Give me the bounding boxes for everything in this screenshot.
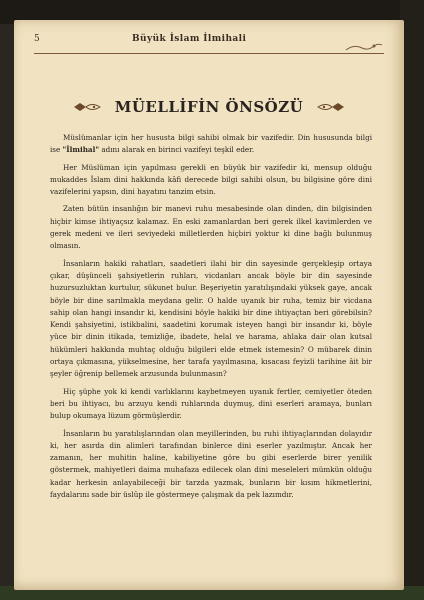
header-rule — [34, 53, 384, 54]
paragraph: İnsanların hakiki rahatları, saadetleri ilahi bir din sayesinde gerçekleşip ortaya çıkar, düşünceli şahsiyetlerin ruhları, vicdanları ancak böyle bir din sayesinde huzursuzluktan kurtulur, sükunet bulur. Beşeriyetin yaratılışındaki yüksek gaye, ancak böyle bir dine sarılmakla meydana gelir. O halde uyanık bir ruha, temiz bir vicdana sahip olan hangi insandır ki, kendisini böyle hakiki bir dine ihtiyaçtan beri görebilsin? Kendi şahsiyetini, istikbalini, saadetini korumak isteyen hangi bir insandır ki, böyle yüce bir dinin itikada, temizliğe, ibadete, helal ve harama, ahlaka dair olan kutsal hükümleri hakkında muhtaç olduğu bilgileri elde etmek istemesin? O mübarek dinin ortaya çıkmasına, yükselmesine, her tarafa yayılmasına, kısacası feyizli tarihine âit bir şeyler öğrenip bellemek arzusunda bulunmasın? — [50, 258, 372, 379]
page-header — [14, 34, 404, 52]
page-number: 5 — [34, 34, 40, 44]
ornament-right-icon — [316, 101, 346, 113]
paragraph: Zaten bütün insanlığın bir manevi ruhu mesabesinde olan dinden, din bilgisinden hiçbir kimse ihtiyaçsız kalamaz. En eski zamanlardan beri gerek ilkel kavimlerden ve gerek medeni ve ileri seviyedeki milletlerden hiçbiri yoktur ki dine bağlı bulunmuş olmasın. — [50, 204, 372, 251]
paragraph-text: Müslümanlar için her hususta bilgi sahibi olmak bir vazifedir. Din hususunda bilgi ise — [50, 133, 372, 155]
body-text — [50, 132, 372, 506]
paragraph: Her Müslüman için yapılması gerekli en büyük bir vazifedir ki, mensup olduğu mukaddes İslam dini hakkında kâfi derecede bilgi sahibi olsun, bu bilgisine göre dini vazifelerini yapsın, dini hayatını tanzim etsin. — [50, 162, 372, 197]
paragraph: Hiç şüphe yok ki kendi varlıklarını kaybetmeyen uyanık fertler, cemiyetler öteden beri bu ihtiyacı, bu arzuyu kendi ruhlarında duymuş, dini eserleri aramaya, bunları bulup okumaya lüzum görmüşlerdir. — [50, 386, 372, 421]
ornament-left-icon — [72, 101, 102, 113]
ilmihal-term: "İlmihal" — [62, 145, 100, 155]
paragraph: İnsanların bu yaratılışlarından olan meyillerinden, bu ruhi ihtiyaçlarından dolayıdır ki, her asırda din alimleri tarafından binlerce dini eserler yazılmıştır. Ancak her zamanın, her muhitin haline, kabiliyetine göre bu gibi eserlerde birer yenilik göstermek, mahiyetleri daima muhafaza edilecek olan dini meseleleri mümkün olduğu kadar herkesin anlayabileceği bir tarzda yazmak, bunların bir kısım hikmetlerini, faydalarını sade bir üslûp ile göstermeye çalışmak da pek lazımdır. — [50, 428, 372, 500]
paragraph — [50, 132, 372, 157]
running-title: Büyük İslam İlmihali — [132, 34, 247, 44]
heading-row — [14, 96, 404, 118]
header-flourish-icon — [344, 42, 384, 52]
book-page — [14, 20, 404, 590]
page-title: MÜELLİFİN ÖNSÖZÜ — [114, 97, 304, 116]
paragraph-text: adını alarak en birinci vazifeyi teşkil eder. — [99, 145, 255, 155]
